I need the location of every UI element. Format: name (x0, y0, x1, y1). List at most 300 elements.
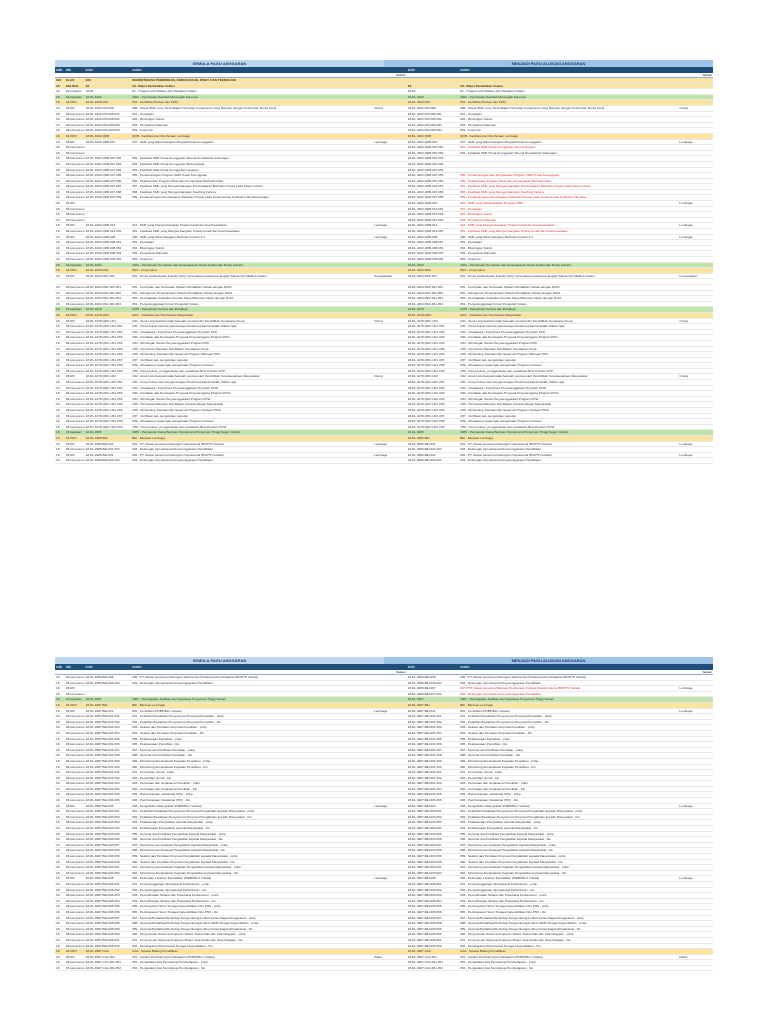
cell-satuan-menjadi (678, 335, 713, 340)
cell-latk: 06.komponen (65, 764, 85, 769)
cell-satk: 18 (56, 184, 60, 189)
cell-satuan-semula (373, 95, 407, 100)
cell-satuan-menjadi (678, 720, 713, 725)
cell-satuan-menjadi (678, 737, 713, 742)
cell-satuan-semula (373, 910, 407, 915)
cell-uraian-menjadi: 053 - Penyaluran Bantuan (460, 122, 497, 127)
cell-satuan-menjadi (678, 765, 713, 770)
cell-uraian-semula: QDC - Fasilitasi dan Pembinaan Masyarakat (132, 312, 194, 317)
cell-satk: 18 (56, 324, 60, 329)
cell-kode-semula: 18.DL.4987.BEI (85, 702, 108, 707)
cell-kode-menjadi: 18.DL.4987.BEI.001.063 (407, 781, 442, 786)
cell-satuan-menjadi (678, 151, 713, 156)
cell-satuan-menjadi (678, 240, 713, 245)
cell-uraian-semula: PEC - Kerja sama (132, 268, 157, 273)
cell-satuan-menjadi (678, 212, 713, 217)
cell-satuan-semula: Lembaga (374, 803, 388, 808)
cell-kode-menjadi: 18.DL.4278.QDC.U02.U59 (407, 424, 445, 429)
cell-kode-semula: 18.DL (85, 89, 94, 94)
cell-satuan-menjadi (678, 162, 713, 167)
cell-kode-menjadi: 18.DL.4987.BEI.003.051 (407, 809, 442, 814)
cell-satuan-menjadi (678, 882, 713, 887)
table-row (55, 966, 713, 972)
cell-satuan-semula (373, 117, 407, 122)
cell-satuan-menjadi: Orang (679, 105, 689, 110)
cell-satk: 18 (56, 357, 60, 362)
cell-uraian-semula: 054 - Supervisi (132, 128, 153, 133)
cell-latk: 05.RO (65, 876, 75, 881)
cell-latk: 05.RO (65, 686, 75, 691)
cell-uraian-menjadi: BEI - Bantuan Lembaga (460, 436, 494, 440)
cell-uraian-semula: 062 - Penerbitan Jurnal - blu (132, 775, 172, 780)
cell-satuan-semula (373, 458, 407, 463)
cell-uraian-semula: 003 - Pengabdian Masyarakat (PNBP/BLU Vokasi) (132, 803, 202, 808)
cell-uraian-menjadi: 055 - Pembayaran Honor Tenaga Kependidikan Non PNS - pnbp (460, 904, 549, 909)
cell-uraian-semula: 056 - Seminar dan Publikasi Pengabdian kepada Masyarakat - blu (132, 837, 223, 842)
cell-satuan-menjadi (678, 190, 713, 195)
cell-latk: 06.komponen (65, 357, 85, 362)
cell-uraian-semula: 002 - PT Vokasi penerima Dukungan Operasional (BOPTN Vokasi) (132, 452, 224, 457)
cell-uraian-semula: 053 - Peningkatan Kapasitas Sumber Daya Manusia Vokasi dengan DUDI (132, 296, 234, 301)
cell-uraian-semula: U56 - Monitoring, Evaluasi dan Supervisi Program bantuan PKW (132, 408, 221, 413)
cell-satuan-menjadi: Paket (679, 954, 688, 959)
cell-kode-semula: 18.DL.4264.PEC.001.052 (85, 290, 121, 295)
cell-satk: 18 (56, 240, 60, 245)
cell-satk: 18 (56, 814, 60, 819)
cell-uraian-menjadi: DL - Program Pendidikan dan Pelatihan Vokasi (460, 89, 525, 94)
cell-satk: 18 (56, 680, 60, 685)
cell-uraian-semula: 001 - PT Vokasi penerima Dukungan Operasional (BOPTN Vokasi) (132, 441, 224, 446)
cell-uraian-menjadi: 051 - Persiapan (460, 206, 482, 211)
cell-uraian-menjadi: PEC - Kerja sama (460, 268, 485, 273)
cell-uraian-menjadi: U54 - Bimbingan Teknis Penyelenggaraan Program PKW (460, 396, 539, 401)
cell-kode-semula: 18.DL.4262.QDB.007.056 (85, 178, 122, 183)
cell-satuan-semula (373, 268, 407, 273)
cell-uraian-semula: 061 - Monitoring dan Evaluasi Kegiatan Pengabdian kepada Masyarakat - pnbp (132, 865, 241, 870)
cell-uraian-semula: U52 - Sosialisasi / Koordinasi Penyelenggaraan Program PKW (132, 385, 219, 390)
cell-satk: 18 (56, 117, 60, 122)
cell-satuan-menjadi (678, 408, 713, 413)
cell-uraian-menjadi (459, 279, 678, 284)
cell-kode-semula (85, 212, 131, 217)
cell-uraian-menjadi: 006 - PT Vokasi penerima Dukungan Sarana dan Prasarana Pembelajaran (BOPTN Vokasi) (460, 675, 587, 679)
cell-satk: 18 (56, 374, 60, 379)
cell-satuan-semula (373, 330, 407, 335)
cell-satk: 18 (56, 335, 60, 340)
cell-satk: 18 (56, 94, 60, 99)
header-satuan-menjadi: Satuan (702, 73, 712, 77)
cell-latk: 06.komponen (65, 730, 85, 735)
cell-uraian-menjadi: 056 - Pelaksanaan Penelitian - blu (460, 742, 508, 747)
cell-kode-menjadi: 18.DL.4987.BEI.005.051 (407, 881, 442, 886)
cell-uraian-semula: 4278 - Pembinaan Kursus dan Pelatihan (132, 307, 188, 312)
cell-uraian-semula: 052 - Pelatihan/Sosialisasi Penyusunan Proposal Pengabdian kepada Masyarakat - blu (132, 814, 252, 819)
header-satuan-menjadi: Satuan (702, 670, 712, 674)
cell-latk: 06.komponen (65, 870, 85, 875)
cell-satk: 18 (56, 346, 60, 351)
cell-uraian-semula: U01 - Anak Usia Sekolah tidak Sekolah memperoleh Pendidikan Kecakapan Kerja (132, 318, 245, 323)
cell-uraian-semula: 051 - Persiapan (132, 240, 154, 245)
cell-latk: 06.komponen (65, 854, 85, 858)
cell-latk: 06.komponen (65, 240, 85, 245)
cell-satk: 18 (56, 273, 60, 278)
cell-uraian-menjadi: U55 - Pemberian Bantuan Pendidikan Kewirausahaan Masyarakat (460, 402, 552, 407)
cell-kode-semula: 18.DL.4262.PDI (85, 100, 108, 105)
cell-uraian-menjadi: 058 - Seminar/Pelatihan/Workshop Pengembangan Mutu SDM Tenaga Kependidikan - pnbp (460, 921, 587, 926)
cell-kode-menjadi: 18.DL.4262.PDI.008.052 (407, 117, 442, 122)
cell-satk: 18 (56, 870, 60, 875)
cell-uraian-menjadi: 057 - Monitoring dan Evaluasi Pengabdian kepada Masyarakat - pnbp (460, 842, 556, 847)
cell-uraian-menjadi: 18 - Ditjen Pendidikan Vokasi (460, 83, 503, 88)
cell-satuan-semula (373, 408, 407, 413)
cell-satk: 18 (56, 156, 60, 161)
cell-satuan-menjadi (678, 697, 713, 702)
cell-satk: 18 (56, 424, 60, 429)
cell-kode-semula: 18.DL.4987.CAA.001.051 (85, 960, 121, 965)
cell-uraian-menjadi: U59 - Penyusunan, penggandaan dan sosialisasi Best Practice PKW (460, 424, 555, 429)
cell-latk: 06.komponen (65, 161, 85, 166)
cell-kode-menjadi: 18.DL.4264.PEC.001 (407, 273, 437, 278)
cell-latk: 06.komponen (65, 747, 85, 752)
cell-satk: 18 (56, 296, 60, 301)
cell-uraian-menjadi: U54 - Bimbingan Teknis Penyelenggaraan Program PKK (460, 340, 538, 345)
cell-uraian-semula: 4264 - Pembinaan Kemitraan dan Penyelarasan Dunia Usaha dan Dunia Industri (132, 262, 243, 267)
cell-satuan-menjadi (678, 173, 713, 178)
cell-uraian-menjadi: 003 - Pengabdian Masyarakat (PNBP/BLU Vokasi) (460, 803, 530, 808)
cell-kode-semula: 18.DL.4262.QDB.008.051 (85, 240, 122, 245)
cell-uraian-semula: 055 - Seminar dan Publikasi Pengabdian kepada Masyarakat - pnbp (132, 831, 226, 836)
cell-kode-semula: 18.DL.4987.BEI.005.052 (85, 887, 120, 892)
cell-latk: 06.komponen (65, 206, 85, 211)
cell-latk: 06.komponen (65, 887, 85, 892)
cell-uraian-menjadi: 053 - Pelaksanaan Pengabdian kepada Masyarakat - pnbp (460, 820, 541, 825)
cell-satuan-menjadi (678, 100, 713, 105)
cell-uraian-menjadi: 053 - Penyaluran Bantuan (460, 217, 497, 222)
cell-satuan-menjadi (678, 123, 713, 128)
cell-uraian-semula (131, 218, 373, 223)
cell-satuan-semula (373, 246, 407, 251)
cell-uraian-menjadi: U57 - Verifikasi dan pengolahan Laporan (460, 357, 517, 362)
cell-uraian-menjadi: 4262 - Pembinaan Sekolah Menengah Kejuruan (460, 94, 527, 99)
cell-satuan-semula (373, 826, 407, 831)
cell-satk: 18 (56, 301, 60, 306)
cell-satk: 18 (56, 926, 60, 931)
cell-kode-menjadi: 18.DL.4987.CAA.001 (407, 954, 437, 959)
cell-uraian-menjadi: U53 - Penilaian dan Penetapan Proposal Penyelenggara Program PKW (460, 391, 559, 396)
cell-satuan-menjadi (678, 725, 713, 730)
cell-kode-semula (85, 145, 131, 150)
cell-satuan-semula (373, 776, 407, 781)
cell-uraian-semula: 001 - Sarana Pendukung Pembelajaran (PNBP/BLU Vokasi) (132, 954, 215, 959)
cell-satuan-menjadi (678, 787, 713, 792)
cell-satuan-menjadi (678, 352, 713, 357)
cell-latk: 06.komponen (65, 229, 85, 234)
cell-latk: 04.KRO (65, 949, 77, 954)
cell-satuan-semula (373, 263, 407, 268)
cell-kode-semula (85, 151, 131, 156)
cell-kode-menjadi: 18.DL.4987.BEI.001.066 (407, 798, 442, 803)
cell-satuan-menjadi: Lembaga (679, 876, 693, 881)
cell-uraian-menjadi: 060 - Seleksi dan Penilaian Proposal Pengabdian kepada Masyarakat - blu (460, 859, 563, 864)
cell-satk: 18 (56, 133, 60, 138)
cell-latk: 06.komponen (65, 145, 85, 150)
cell-kode-menjadi: 18.DL.4987.BEI.003.057 (407, 842, 442, 847)
cell-latk: 06.komponen (65, 943, 85, 948)
cell-latk: 06.komponen (65, 458, 85, 463)
cell-uraian-semula: 053 - Pemeliharaan Sarana dan Prasarana Perkantoran - pnbp (132, 893, 219, 898)
cell-kode-menjadi: 18.DL.4262.QDB.010.051 (407, 206, 444, 211)
cell-latk: 06.komponen (65, 848, 85, 853)
cell-kode-semula (85, 686, 131, 691)
cell-satk: 18 (56, 848, 60, 853)
cell-satk: 18 (56, 201, 60, 206)
cell-satuan-menjadi (678, 899, 713, 904)
cell-uraian-semula: 065 - Hak Kekayaan Intelektual (HKI) - pnbp (132, 792, 193, 797)
cell-satuan-menjadi (678, 95, 713, 100)
cell-kode-semula: 18.DL.4278.QDC.U01.U55 (85, 346, 123, 351)
cell-kode-menjadi: 18.DL.4278.QDC.U01.U59 (407, 368, 445, 373)
cell-satuan-semula: Lembaga (374, 452, 388, 457)
cell-satuan-menjadi (678, 218, 713, 223)
cell-satuan-menjadi (678, 112, 713, 117)
cell-satuan-menjadi (678, 369, 713, 374)
cell-satuan-semula (373, 201, 407, 206)
cell-uraian-semula: 051 - Pelatihan/Sosialisasi Penyusunan Proposal Pengabdian kepada Masyarakat - pnbp (132, 809, 255, 814)
cell-satuan-semula (373, 798, 407, 803)
cell-uraian-semula: 054 - Supervisi (132, 257, 153, 261)
cell-latk: 05.RO (65, 452, 75, 457)
cell-latk: 06.komponen (65, 675, 85, 679)
cell-kode-menjadi: 18.DL.4987.BEI.001.054 (407, 730, 442, 735)
cell-uraian-semula: 051 - Pelatihan/Sosialisasi Penyusunan Proposal Penelitian - pnbp (132, 714, 224, 719)
cell-latk: 03.kegiatan (65, 262, 82, 267)
cell-kode-menjadi: 18.DL.4986.BEI.001 (407, 441, 436, 446)
cell-satuan-semula (373, 904, 407, 909)
cell-satuan-semula (373, 156, 407, 161)
cell-kode-menjadi: 18.DL.4278.QDC (407, 312, 432, 317)
cell-satuan-semula (373, 731, 407, 736)
cell-satuan-menjadi (678, 128, 713, 133)
cell-satuan-menjadi (678, 893, 713, 898)
cell-kode-semula: 18.DL.4278.QDC.U01.U51 (85, 324, 123, 329)
cell-kode-semula: 18.DL.4278.QDC (85, 312, 110, 317)
cell-satk: 18 (56, 909, 60, 914)
cell-satuan-menjadi (678, 692, 713, 697)
cell-latk: 06.komponen (65, 284, 85, 289)
cell-latk (65, 279, 85, 284)
cell-kode-semula: 18.DL.4987.BEI.001.052 (85, 719, 120, 724)
cell-kode-menjadi: 18.DL.4262.QDB.008.053 (407, 251, 444, 256)
cell-uraian-menjadi: 007 PTP Vokasi penerima Bantuan Pendanaan Institusi Kinerja Utama (BOPTN Vokasi) (460, 686, 581, 691)
cell-kode-menjadi: 18.DL.4278.QDC.U02.U51 (407, 380, 445, 385)
cell-satk: 18 (56, 100, 60, 105)
cell-satuan-semula: Kesepakatan (374, 273, 393, 278)
cell-uraian-semula: 051 - Penyelenggaraan Operasional Perkantoran - pnbp (132, 881, 210, 886)
cell-kode-menjadi: 18.DL.4986.BEI.007.004 (407, 691, 442, 696)
cell-uraian-menjadi: 051 - Persiapan (460, 240, 482, 245)
cell-satuan-semula (373, 173, 407, 178)
cell-kode-menjadi: 18.DL.4987.BEI.005.052 (407, 887, 442, 892)
cell-latk: 05.RO (65, 105, 75, 110)
cell-kode-semula: 18.DL.4986.BEI.002.004 (85, 458, 120, 463)
cell-satk: 18 (56, 842, 60, 847)
cell-latk: 05.RO (65, 201, 75, 206)
cell-uraian-semula: U58 - Manajemen dukungan pengelolaan Program bantuan (132, 419, 214, 424)
cell-kode-menjadi: 18.DL.4278.QDC.U01.U56 (407, 352, 445, 357)
cell-satuan-semula (373, 932, 407, 937)
cell-uraian-semula: U59 - Penyusunan, penggandaan dan sosialisasi Best Practice PKW (132, 424, 227, 429)
cell-uraian-menjadi: U58 - Manajemen dukungan pengelolaan Program bantuan (460, 363, 542, 368)
cell-uraian-semula: U55 - Pemberian Bantuan Pendidikan Kecakapan Kerja (132, 346, 209, 351)
cell-uraian-semula: U59 - Penyusunan, penggandaan dan sosialisasi Best Practice PKK (132, 368, 226, 373)
cell-uraian-menjadi: 055 - Pelaksanaan Penelitian - pnbp (460, 736, 510, 741)
cell-satuan-semula (373, 386, 407, 391)
cell-satuan-menjadi: Lembaga (679, 686, 693, 691)
cell-satuan-semula (373, 725, 407, 730)
cell-satuan-menjadi: Lembaga (679, 708, 693, 713)
cell-satk: 18 (56, 223, 60, 228)
cell-satk: 18 (56, 686, 60, 691)
cell-kode-semula: 18.DL.4278.QDC.U01.U59 (85, 368, 123, 373)
cell-kode-menjadi: 18.DL.4278.QDC.U01.U51 (407, 324, 445, 329)
cell-kode-menjadi: 18.DL.4987.BEI.001.053 (407, 725, 442, 730)
cell-kode-semula: 18.DL.4262.QDB.007.054 (85, 167, 122, 172)
cell-satuan-menjadi (678, 910, 713, 915)
cell-uraian-semula: 066 - Hak Kekayaan Intelektual (HKI) - blu (132, 798, 191, 803)
cell-satuan-menjadi (678, 843, 713, 848)
cell-kode-menjadi: 18.DL.4987.BEI.001 (407, 708, 436, 713)
cell-kode-menjadi: 18.DL.4262.QDB.007.056 (407, 178, 444, 183)
cell-kode-semula: 18.DL.4987.BEI.005.055 (85, 904, 120, 909)
cell-kode-semula: 18.DL.4987.BEI.005.062 (85, 943, 120, 948)
cell-satuan-semula (373, 714, 407, 719)
cell-uraian-menjadi: 4278 - Pembinaan Kursus dan Pelatihan (460, 307, 516, 312)
cell-satuan-menjadi (678, 860, 713, 865)
cell-satuan-menjadi (678, 330, 713, 335)
cell-satuan-semula (373, 335, 407, 340)
cell-satuan-semula (373, 899, 407, 904)
header-satuan-semula: Satuan (396, 670, 406, 674)
cell-satuan-menjadi: Lembaga (679, 201, 693, 206)
cell-satuan-semula (373, 737, 407, 742)
cell-latk: 05.RO (65, 803, 75, 808)
cell-satk: 18 (56, 122, 60, 127)
cell-kode-semula: 18.DL.4278.QDC.U02.U53 (85, 391, 123, 396)
cell-satuan-semula: Orang (374, 374, 383, 379)
cell-satuan-menjadi (678, 837, 713, 842)
cell-latk: 06.komponen (65, 301, 85, 306)
cell-latk: 06.komponen (65, 363, 85, 368)
cell-satk: 18 (56, 675, 60, 679)
cell-kode-menjadi: 18.DL.4987.BEI.005.057 (407, 915, 442, 920)
cell-uraian-menjadi (459, 78, 678, 83)
cell-satuan-menjadi (678, 714, 713, 719)
cell-latk: 05.RO (65, 234, 75, 239)
cell-uraian-semula: 004 - Dukungan Operasional Penyelenggaraan Pendidikan (132, 680, 213, 685)
cell-satuan-menjadi (678, 809, 713, 814)
cell-uraian-menjadi: 051 - Fasilitasi SMK Pusat Keunggulan Skema Reguler (460, 145, 536, 150)
cell-kode-menjadi: 18.DL.4262.PDI.008 (407, 105, 436, 110)
cell-uraian-menjadi: U57 - Verifikasi dan pengolahan Laporan (460, 413, 517, 418)
cell-latk: 04.KRO (65, 268, 77, 273)
cell-satk: 18 (56, 764, 60, 769)
cell-uraian-menjadi: 058 - Seminar dan Publikasi Penelitian - blu (460, 753, 521, 758)
cell-latk: 06.komponen (65, 251, 85, 256)
cell-kode-menjadi: 18.DL.4278.QDC.U02.U56 (407, 408, 445, 413)
cell-uraian-semula (131, 686, 373, 691)
cell-satuan-semula (373, 380, 407, 385)
cell-satuan-semula (373, 341, 407, 346)
cell-latk: 05.RO (65, 374, 75, 379)
cell-satuan-menjadi (678, 380, 713, 385)
cell-satuan-semula (373, 212, 407, 217)
cell-kode-semula: 18.DL.4987.BEI.005.059 (85, 926, 120, 931)
cell-latk: 04.KRO (65, 702, 77, 707)
cell-satk: 18 (56, 854, 60, 858)
cell-satuan-semula (373, 692, 407, 697)
cell-satuan-menjadi (678, 681, 713, 686)
cell-satk: 18 (56, 89, 60, 94)
cell-kode-semula: 18.DL.4986 (85, 430, 102, 435)
cell-latk: 06.komponen (65, 424, 85, 429)
cell-satk: 18 (56, 831, 60, 836)
cell-kode-semula: 18.DL.4278.QDC.U02.U55 (85, 402, 123, 407)
cell-satuan-menjadi: Lembaga (679, 234, 693, 239)
cell-uraian-menjadi: 007 - SMK yang Dikembangkan Menjadi Pusat Keunggulan (460, 139, 542, 144)
cell-satuan-menjadi (678, 748, 713, 753)
cell-uraian-menjadi: 004 - Dukungan Operasional Penyelenggaraan Pendidikan (460, 680, 541, 685)
cell-latk: 06.komponen (65, 798, 85, 803)
cell-kode-semula: 18.DL.4987.BEI.001.063 (85, 781, 120, 786)
cell-uraian-semula: U58 - Manajemen dukungan pengelolaan Program bantuan (132, 363, 214, 368)
cell-kode-semula: 18.DL.4987.BEI.003.058 (85, 848, 120, 853)
cell-satuan-semula (373, 860, 407, 865)
cell-satk: 18 (56, 714, 60, 719)
cell-satuan-menjadi (678, 307, 713, 312)
cell-satk: 18 (56, 770, 60, 775)
title-semula: SEMULA PAGU ANGGARAN (55, 60, 384, 67)
cell-satuan-menjadi (678, 753, 713, 758)
cell-latk: 06.komponen (65, 904, 85, 909)
cell-kode-semula: 18.DL.4278.QDC.U02.U59 (85, 424, 123, 429)
cell-uraian-semula: 058 - Monitoring dan Evaluasi Pengabdian kepada Masyarakat - blu (132, 848, 226, 853)
cell-uraian-menjadi: 057 - Seminar/Pelatihan/Workshop Pengembangan Mutu Kelembagaan/Organisasi - pnbp (460, 915, 584, 920)
cell-uraian-menjadi: QDB - Fasilitasi dan Pembinaan Lembaga (460, 133, 518, 138)
cell-kode-semula: 18.DL.4278.QDC.U01.U57 (85, 357, 123, 362)
cell-uraian-semula: U53 - Penilaian dan Penetapan Proposal Penyelenggara Program PKW (132, 391, 231, 396)
cell-uraian-menjadi: 058 - Monitoring dan Evaluasi Pengabdian kepada Masyarakat - blu (460, 848, 554, 853)
cell-latk: 06.komponen (65, 775, 85, 780)
cell-satk: 18 (56, 932, 60, 937)
cell-latk: 06.komponen (65, 184, 85, 189)
cell-satk: 18 (56, 217, 60, 222)
cell-latk: 05.RO (65, 318, 75, 323)
cell-kode-menjadi: 18.DL.4987.BEI.003.062 (407, 870, 442, 875)
cell-satk: 18 (56, 921, 60, 926)
cell-uraian-semula (131, 207, 373, 212)
cell-latk: 06.komponen (65, 150, 85, 155)
cell-satuan-menjadi (678, 776, 713, 781)
cell-satk: 18 (56, 173, 60, 178)
cell-satk: 18 (56, 408, 60, 413)
cell-kode-semula: 18.DL.4278.QDC.U01.U54 (85, 340, 123, 345)
cell-uraian-semula: 054 - Penyelenggaraan Forum Pengarah Vokasi (132, 301, 199, 306)
cell-satuan-semula: Lembaga (374, 876, 388, 881)
cell-uraian-menjadi: 066 - Hak Kekayaan Intelektual (HKI) - blu (460, 798, 519, 803)
cell-kode-semula: 18.DL.4987.CAA (85, 949, 109, 954)
cell-uraian-menjadi: U02 - Anak Usia Sekolah tidak Sekolah memperoleh Pendidikan Kewirausahaan Masyarakat (460, 374, 588, 379)
cell-satuan-menjadi (678, 932, 713, 937)
